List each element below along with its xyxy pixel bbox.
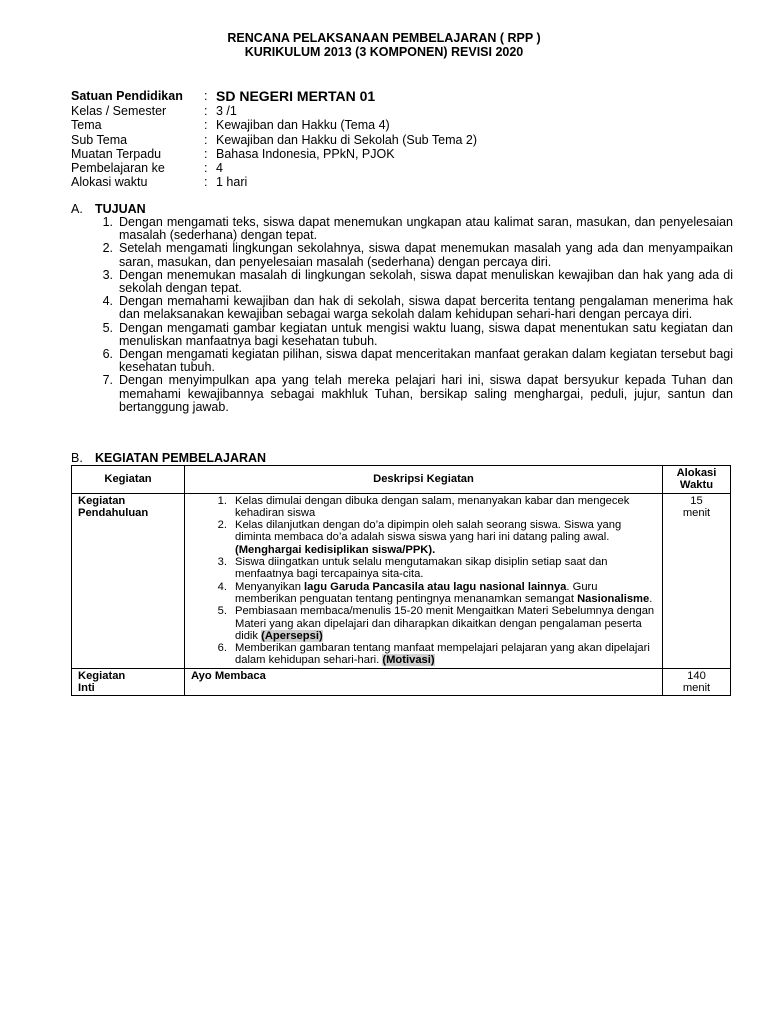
identity-colon: : (204, 132, 208, 147)
identity-row (71, 161, 477, 175)
identity-row (71, 118, 477, 132)
identity-label: Sub Tema (71, 132, 128, 147)
identity-colon: : (204, 118, 208, 133)
table-row (72, 668, 731, 696)
list-item-number: 4. (217, 580, 227, 593)
activity-description-cell (185, 668, 663, 696)
identity-value: Kewajiban dan Hakku (Tema 4) (216, 118, 390, 133)
list-item-text: Siswa diingatkan untuk selalu mengutamakan sikap disiplin setiap saat dan menfaatnya bagi tercapainya sita-cita. (235, 556, 608, 581)
time-unit: menit (682, 682, 711, 695)
list-item-number: 2. (217, 519, 227, 532)
list-item-number: 7. (102, 373, 113, 388)
identity-value: Bahasa Indonesia, PPkN, PJOK (216, 146, 395, 161)
list-item-text: Dengan mengamati gambar kegiatan untuk mengisi waktu luang, siswa dapat menentukan satu kegiatan dan menuliskan manfaatnya bagi kesehatan tubuh. (119, 320, 733, 348)
time-unit: menit (682, 506, 711, 519)
identity-value: 4 (216, 161, 223, 176)
list-item (191, 556, 656, 581)
list-item-text: Menyanyikan lagu Garuda Pancasila atau lagu nasional lainnya. Guru memberikan penguatan tentang pentingnya menanamkan semangat Nasionalisme. (235, 580, 653, 605)
list-item-number: 5. (102, 320, 113, 335)
learning-activities-table (71, 465, 731, 696)
list-item-number: 3. (217, 556, 227, 569)
list-item (191, 495, 656, 520)
list-item-number: 5. (217, 605, 227, 618)
list-item (191, 605, 656, 642)
identity-value: 1 hari (216, 175, 248, 190)
column-header: Deskripsi Kegiatan (185, 466, 663, 494)
identity-label: Tema (71, 118, 102, 133)
identity-row (71, 104, 477, 118)
identity-colon: : (204, 89, 208, 103)
list-item-text: Kelas dilanjutkan dengan do’a dipimpin oleh salah seorang siswa. Siswa yang diminta membaca do’a adalah siswa siswa yang hari ini datang paling awal. (Menghargai kedisiplikan siswa/PPK). (235, 519, 622, 556)
identity-block (71, 88, 477, 190)
identity-colon: : (204, 104, 208, 118)
identity-row (71, 88, 477, 104)
list-item-text: Dengan menemukan masalah di lingkungan sekolah, siswa dapat menuliskan kewajiban dan hak yang ada di sekolah dengan tepat. (119, 267, 733, 296)
section-letter: B. (71, 451, 83, 465)
list-item (191, 581, 656, 606)
identity-colon: : (204, 175, 208, 190)
section-title: KEGIATAN PEMBELAJARAN (95, 451, 267, 465)
section-a-heading (71, 202, 146, 216)
list-item (71, 269, 733, 295)
section-title: TUJUAN (95, 202, 146, 216)
list-item (71, 216, 733, 242)
list-item (71, 374, 733, 414)
activity-label: Pendahuluan (78, 506, 149, 519)
identity-label: Alokasi waktu (71, 175, 148, 190)
activity-label: Inti (78, 682, 95, 695)
list-item (191, 519, 656, 556)
list-item-number: 3. (102, 267, 113, 282)
activity-label-cell (72, 668, 185, 696)
list-item (71, 242, 733, 268)
identity-row (71, 147, 477, 161)
identity-value: 3 /1 (216, 104, 237, 118)
identity-colon: : (204, 161, 208, 176)
section-b-heading (71, 451, 266, 465)
list-item-text: Pembiasaan membaca/menulis 15-20 menit Mengaitkan Materi Sebelumnya dengan Materi yang akan dipelajari dan diharapkan dikaitkan dengan pengalaman peserta didik (Apersepsi) (235, 605, 655, 642)
list-item (71, 348, 733, 374)
list-item-text: Dengan mengamati kegiatan pilihan, siswa dapat menceritakan manfaat gerakan dalam kegiatan tersebut bagi kesehatan tubuh. (119, 347, 733, 375)
table-row (72, 493, 731, 668)
activity-description: Ayo Membaca (191, 669, 266, 682)
document-title-line-2: KURIKULUM 2013 (3 KOMPONEN) REVISI 2020 (244, 45, 524, 59)
activity-label: Kegiatan (78, 494, 126, 507)
activity-label-cell (72, 493, 185, 668)
list-item (71, 295, 733, 321)
list-item-number: 1. (217, 494, 227, 507)
identity-label: Kelas / Semester (71, 104, 167, 118)
column-header: Alokasi Waktu (663, 466, 731, 494)
identity-row (71, 133, 477, 147)
list-item-text: Dengan mengamati teks, siswa dapat menemukan ungkapan atau kalimat saran, masukan, dan penyelesaian masalah (sederhana) dengan tepat. (119, 215, 733, 243)
identity-colon: : (204, 146, 208, 161)
time-value: 140 (687, 669, 706, 682)
document-title-line-1: RENCANA PELAKSANAAN PEMBELAJARAN ( RPP ) (227, 31, 541, 45)
list-item-text: Setelah mengamati lingkungan sekolahnya, siswa dapat menemukan masalah yang ada dan menyampaikan saran, masukan, dan penyelesaian masalah (sederhana) dengan percaya diri. (119, 241, 733, 269)
list-item-number: 4. (102, 294, 113, 309)
list-item-text: Dengan menyimpulkan apa yang telah mereka pelajari hari ini, siswa dapat bersyukur kepada Tuhan dan memahami kewajibannya sebagai makhluk Tuhan, bersikap saling menghargai, peduli, jujur, santun dan bertanggung jawab. (119, 373, 733, 414)
activity-description-cell (185, 493, 663, 668)
identity-label: Satuan Pendidikan (71, 89, 183, 103)
identity-row (71, 175, 477, 189)
list-item-number: 1. (102, 215, 113, 229)
list-item-text: Memberikan gambaran tentang manfaat mempelajari pelajaran yang akan dipelajari dalam kehidupan sehari-hari. (Motivasi) (235, 642, 650, 667)
time-allocation-cell (663, 493, 731, 668)
column-header: Kegiatan (72, 466, 185, 494)
list-item-text: Kelas dimulai dengan dibuka dengan salam, menanyakan kabar dan mengecek kehadiran siswa (235, 494, 630, 519)
list-item (71, 322, 733, 348)
section-letter: A. (71, 202, 83, 216)
time-value: 15 (690, 494, 703, 507)
identity-label: Muatan Terpadu (71, 146, 162, 161)
identity-label: Pembelajaran ke (71, 161, 165, 176)
objectives-list (71, 216, 733, 414)
list-item-text: Dengan memahami kewajiban dan hak di sekolah, siswa dapat bercerita tentang pengalaman menerima hak dan melaksanakan kewajiban sebagai warga sekolah dalam kehidupan sehari-hari dengan percaya diri. (119, 294, 733, 322)
identity-value: Kewajiban dan Hakku di Sekolah (Sub Tema 2) (216, 132, 478, 147)
activity-label: Kegiatan (78, 669, 126, 682)
identity-value: SD NEGERI MERTAN 01 (216, 88, 376, 104)
list-item-number: 6. (217, 642, 227, 655)
list-item (191, 642, 656, 667)
list-item-number: 6. (102, 347, 113, 362)
table-header-row (72, 466, 731, 494)
time-allocation-cell (663, 668, 731, 696)
list-item-number: 2. (102, 241, 113, 256)
